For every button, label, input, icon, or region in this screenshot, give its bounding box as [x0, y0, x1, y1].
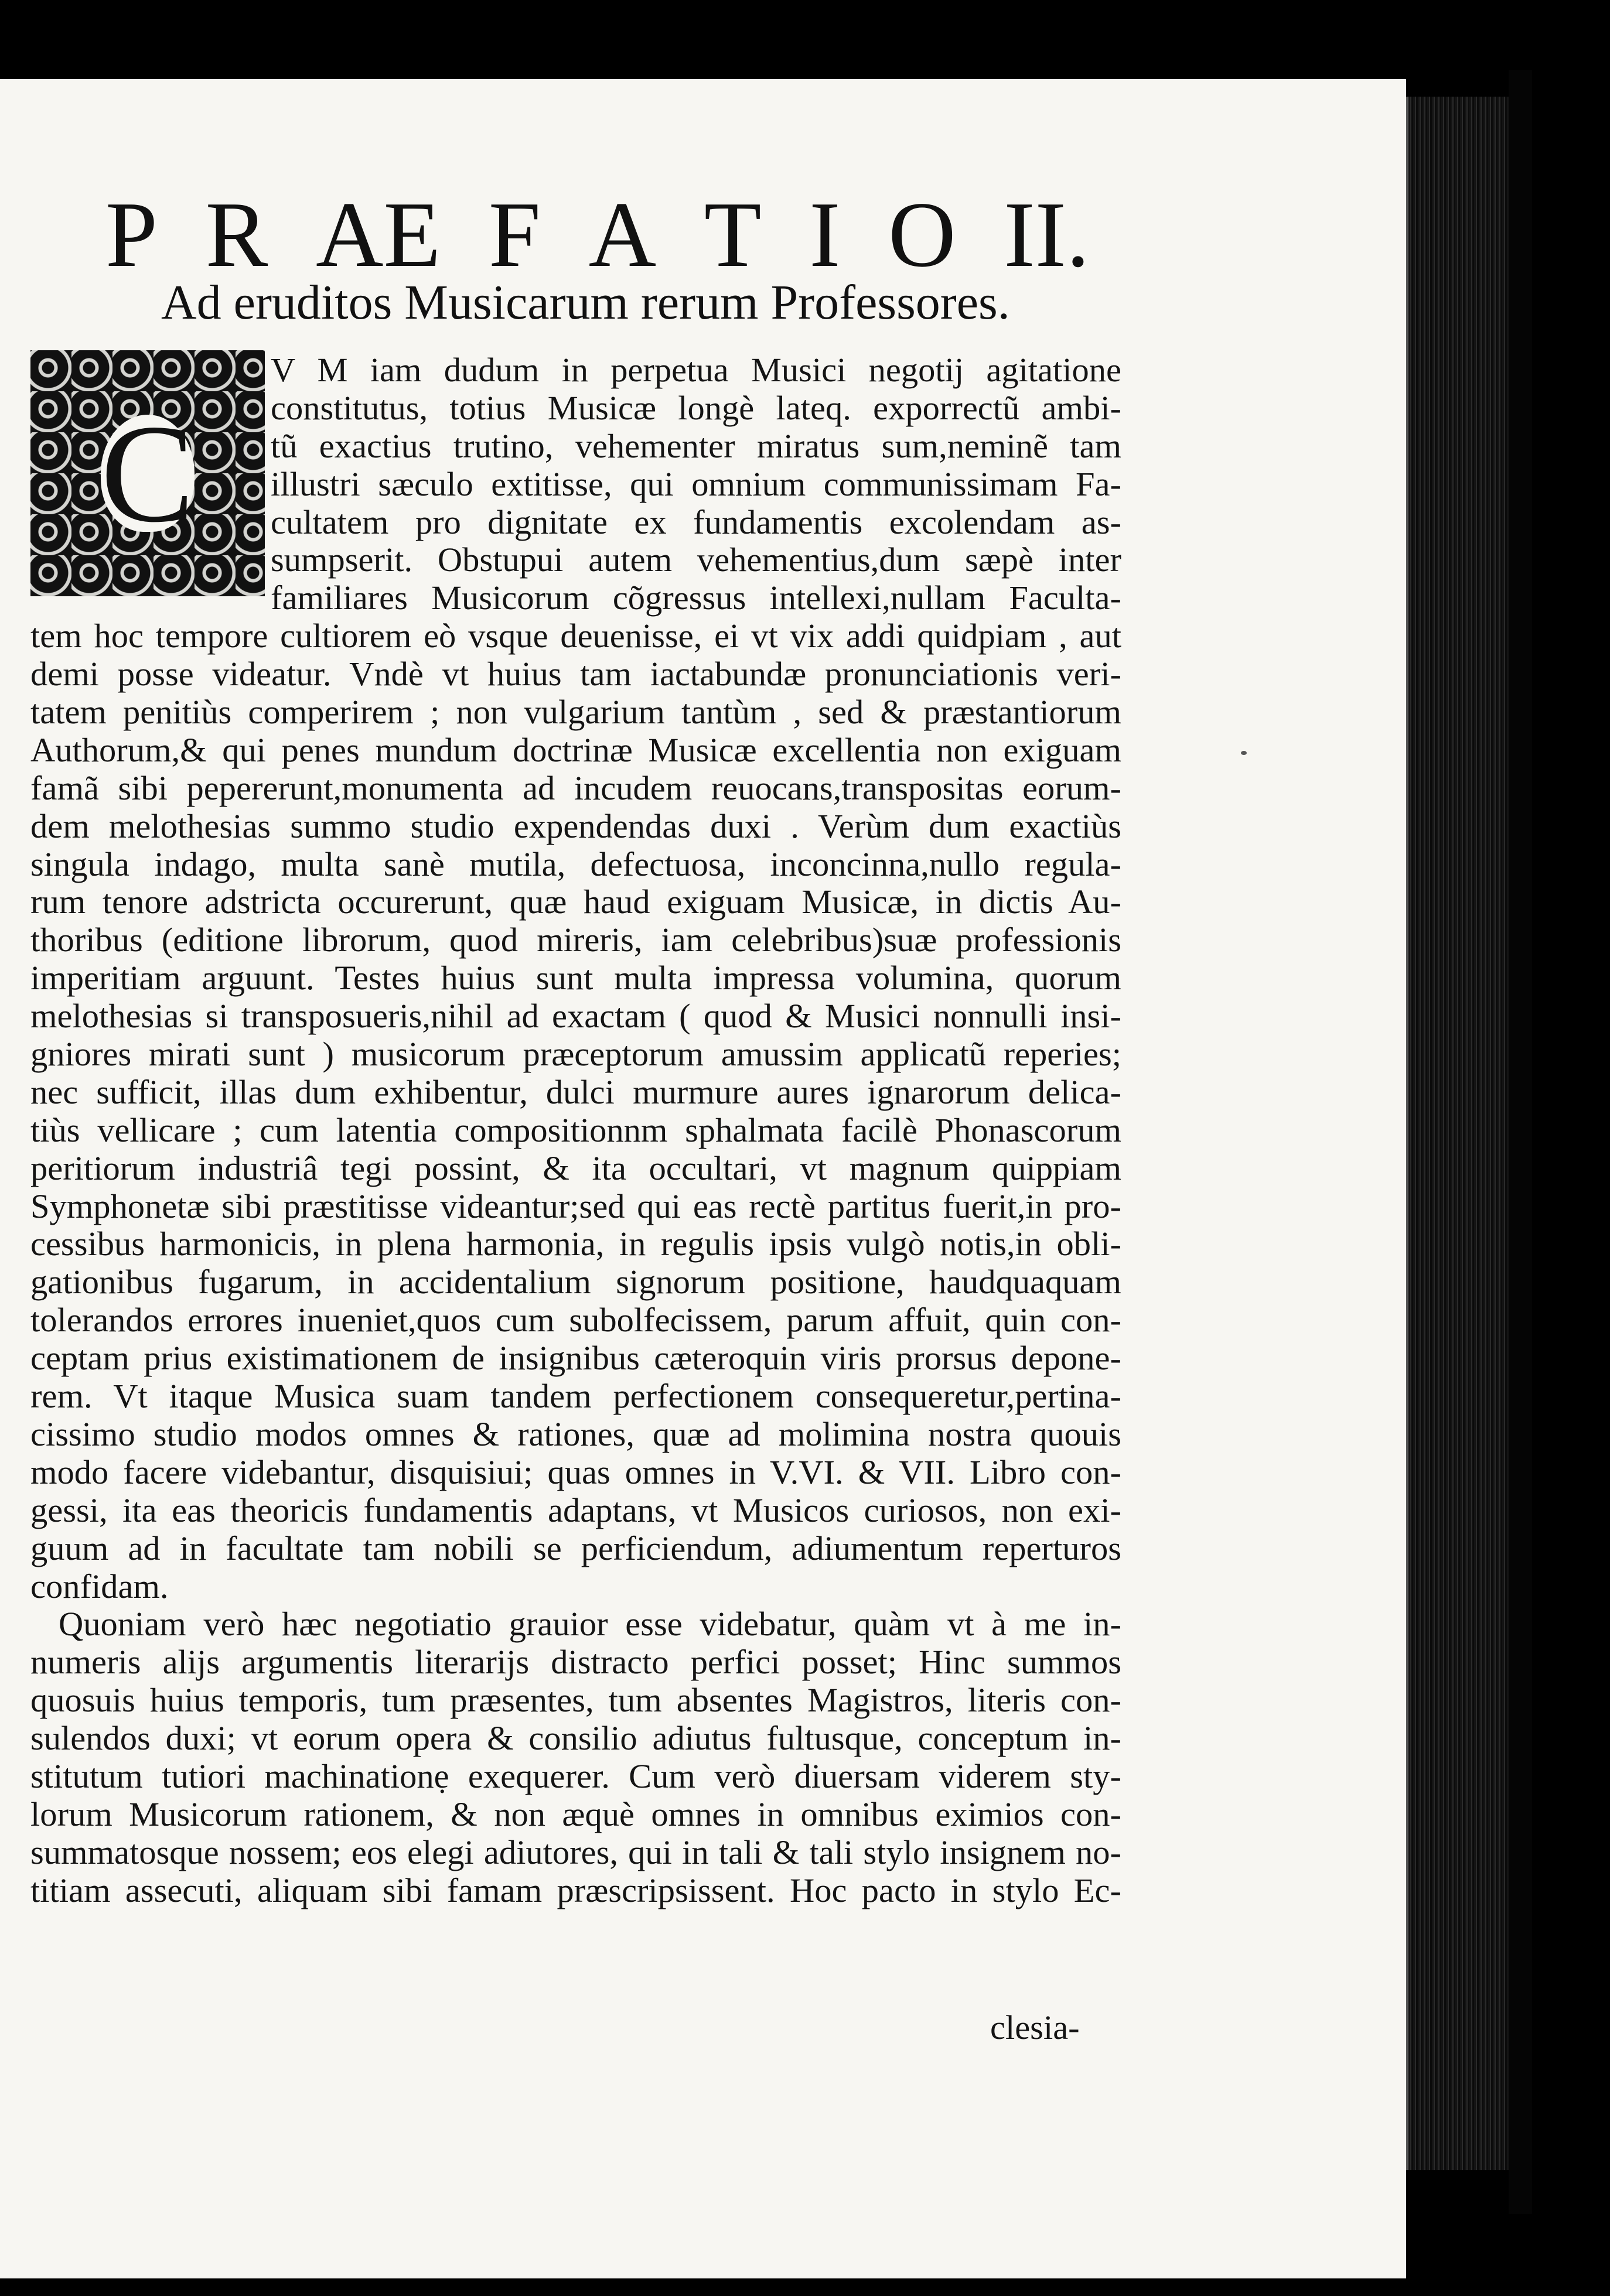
title-letter: AE — [316, 182, 441, 286]
page-subtitle: Ad eruditos Musicarum rerum Professores. — [161, 275, 1010, 330]
text-line: familiares Musicorum cõgressus intellexi,nullam Faculta- — [271, 579, 1121, 617]
initial-letter: C — [100, 395, 195, 551]
text-line: sulendos duxi; vt eorum opera & consilio adiutus fultusque, conceptum in- — [30, 1719, 1121, 1758]
title-letter: O — [888, 182, 956, 286]
text-line: summatosque nossem; eos elegi adiutores, qui in tali & tali stylo insignem no- — [30, 1833, 1121, 1871]
text-line: tem hoc tempore cultiorem eò vsque deuenisse, ei vt vix addi quidpiam , aut — [30, 617, 1121, 655]
text-line: cessibus harmonicis, in plena harmonia, in regulis ipsis vulgò notis,in obli- — [30, 1225, 1121, 1263]
text-line: peritiorum industriâ tegi possint, & ita occultari, vt magnum quippiam — [30, 1149, 1121, 1187]
text-line: melothesias si transposueris,nihil ad exactam ( quod & Musici nonnulli insi- — [30, 997, 1121, 1036]
text-line: gessi, ita eas theoricis fundamentis adaptans, vt Musicos curiosos, non exi- — [30, 1491, 1121, 1529]
title-letter: II. — [1004, 182, 1090, 286]
text-line: thoribus (editione librorum, quod mireris, iam celebribus)suæ professionis — [30, 921, 1121, 959]
text-line: guum ad in facultate tam nobili se perficiendum, adiumentum reperturos — [30, 1529, 1121, 1567]
page-edge-shadow — [1509, 70, 1532, 2214]
text-line: Symphonetæ sibi præstitisse videantur;sed qui eas rectè partitus fuerit,in pro- — [30, 1187, 1121, 1225]
text-line: tiùs vellicare ; cum latentia compositionnm sphalmata facilè Phonascorum — [30, 1111, 1121, 1149]
text-line: gniores mirati sunt ) musicorum præceptorum amussim applicatũ reperies; — [30, 1035, 1121, 1074]
title-letter: R — [205, 182, 268, 286]
text-line: dem melothesias summo studio expendendas duxi . Verùm dum exactiùs — [30, 807, 1121, 845]
text-line: gationibus fugarum, in accidentalium signorum positione, haudquaquam — [30, 1263, 1121, 1301]
text-line: numeris alijs argumentis literarijs distracto perfici posset; Hinc summos — [30, 1643, 1121, 1682]
page-block-edge — [1406, 97, 1511, 2170]
text-line: tatem penitiùs comperirem ; non vulgarium tantùm , sed & præstantiorum — [30, 693, 1121, 732]
text-line: sumpserit. Obstupui autem vehementius,dum sæpè inter — [271, 541, 1121, 579]
text-line: cultatem pro dignitate ex fundamentis excolendam as- — [271, 503, 1121, 541]
text-line: nec sufficit, illas dum exhibentur, dulci murmure aures ignarorum delica- — [30, 1072, 1121, 1111]
text-line: tũ exactius trutino, vehementer miratus sum,neminẽ tam — [271, 426, 1121, 465]
text-line: confidam. — [30, 1567, 169, 1605]
title-letter: P — [105, 182, 158, 286]
text-line: lorum Musicorum rationem, & non æquè omnes in omnibus eximios con- — [30, 1795, 1121, 1833]
text-line: tolerandos errores inueniet,quos cum subolfecissem, parum affuit, quin con- — [30, 1301, 1121, 1340]
text-line: rem. Vt itaque Musica suam tandem perfectionem consequeretur,pertina- — [30, 1377, 1121, 1416]
title-letter: T — [704, 182, 762, 286]
title-letter: A — [588, 182, 657, 286]
text-line: Authorum,& qui penes mundum doctrinæ Musicæ excellentia non exiguam — [30, 730, 1121, 769]
text-line: stitutum tutiori machinationẹ exequerer. Cum verò diuersam viderem sty- — [30, 1757, 1121, 1795]
text-line: imperitiam arguunt. Testes huius sunt multa impressa volumina, quorum — [30, 959, 1121, 997]
text-line: illustri sæculo extitisse, qui omnium communissimam Fa- — [271, 464, 1121, 503]
text-line: constitutus, totius Musicæ longè lateq. exporrectũ ambi- — [271, 388, 1121, 427]
text-line: cissimo studio modos omnes & rationes, quæ ad molimina nostra quouis — [30, 1414, 1121, 1453]
text-line: titiam assecuti, aliquam sibi famam præscripsissent. Hoc pacto in stylo Ec- — [30, 1871, 1121, 1909]
text-line: famã sibi pepererunt,monumenta ad incudem reuocans,transpositas eorum- — [30, 768, 1121, 807]
text-line: modo facere videbantur, disquisiui; quas omnes in V.VI. & VII. Libro con- — [30, 1453, 1121, 1491]
ink-speck — [1241, 751, 1247, 755]
text-line: Quoniam verò hæc negotiatio grauior esse videbatur, quàm vt à me in- — [59, 1605, 1121, 1644]
text-line: rum tenore adstricta occurerunt, quæ haud exiguam Musicæ, in dictis Au- — [30, 883, 1121, 921]
text-line: demi posse videatur. Vndè vt huius tam iactabundæ pronunciationis veri- — [30, 655, 1121, 693]
title-letter: I — [809, 182, 841, 286]
body-text — [30, 351, 1121, 1910]
text-line: V M iam dudum in perpetua Musici negotij agitatione — [271, 351, 1121, 389]
text-line: ceptam prius existimationem de insignibus cæteroquin viris prorsus depone- — [30, 1339, 1121, 1378]
catchword: clesia- — [990, 2008, 1080, 2046]
text-line: singula indago, multa sanè mutila, defectuosa, inconcinna,nullo regula- — [30, 845, 1121, 883]
title-letter: F — [488, 182, 541, 286]
text-line: quosuis huius temporis, tum præsentes, tum absentes Magistros, literis con- — [30, 1681, 1121, 1720]
